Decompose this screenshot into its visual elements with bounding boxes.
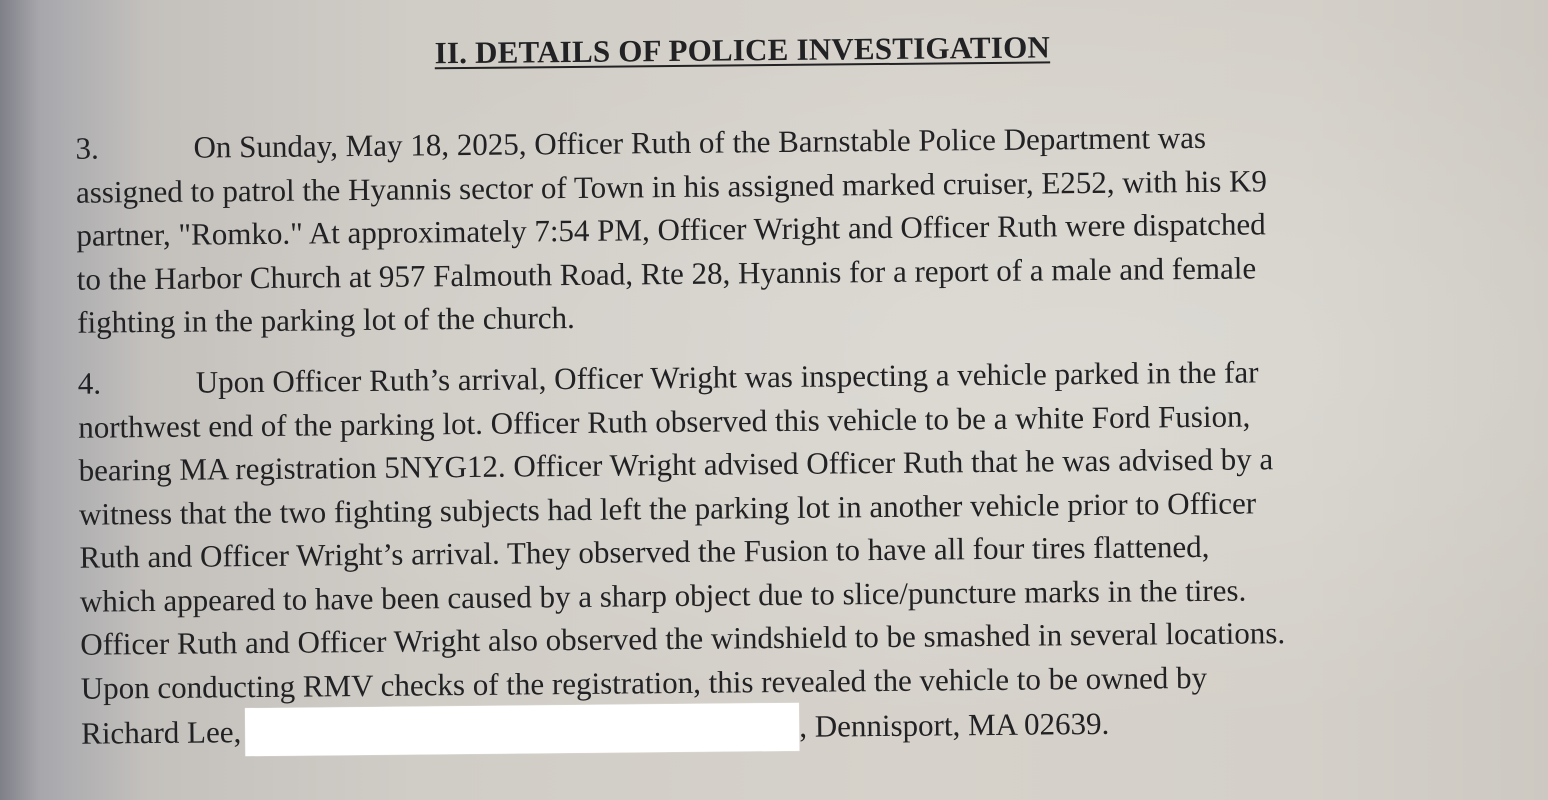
paragraph-line: Officer Ruth and Officer Wright also observed the windshield to be smashed in several locations. bbox=[80, 615, 1286, 662]
paragraph-line: Upon conducting RMV checks of the registration, this revealed the vehicle to be owned by bbox=[80, 659, 1208, 706]
owner-location: , Dennisport, MA 02639. bbox=[799, 705, 1110, 744]
paragraph-line: fighting in the parking lot of the church. bbox=[77, 299, 575, 340]
paragraph-3 bbox=[75, 113, 1497, 344]
paragraph-line: to the Harbor Church at 957 Falmouth Road, Rte 28, Hyannis for a report of a male and female bbox=[76, 249, 1257, 297]
paragraph-line: partner, "Romko." At approximately 7:54 PM, Officer Wright and Officer Ruth were dispatched bbox=[76, 206, 1266, 253]
section-heading: II. DETAILS OF POLICE INVESTIGATION bbox=[434, 29, 1051, 71]
redaction-box bbox=[245, 703, 799, 756]
paragraph-line: 4. Upon Officer Ruth’s arrival, Officer Wright was inspecting a vehicle parked in the far bbox=[78, 348, 1498, 405]
paragraph-line: bearing MA registration 5NYG12. Officer Wright advised Officer Ruth that he was advised by a bbox=[78, 441, 1274, 488]
paragraph-4 bbox=[78, 348, 1502, 758]
paragraph-line: assigned to patrol the Hyannis sector of Town in his assigned marked cruiser, E252, with his K9 bbox=[75, 162, 1268, 210]
owner-name: Richard Lee, bbox=[80, 714, 242, 751]
paragraph-line: northwest end of the parking lot. Officer Ruth observed this vehicle to be a white Ford Fusion, bbox=[78, 397, 1251, 445]
paragraph-line: Ruth and Officer Wright’s arrival. They observed the Fusion to have all four tires flattened, bbox=[79, 528, 1210, 575]
paragraph-number: 4. bbox=[77, 365, 102, 401]
paragraph-line: 3. On Sunday, May 18, 2025, Officer Ruth of the Barnstable Police Department was bbox=[75, 113, 1495, 170]
paragraph-number: 3. bbox=[75, 130, 99, 166]
paragraph-line: which appeared to have been caused by a sharp object due to slice/puncture marks in the tires. bbox=[79, 572, 1247, 619]
paragraph-line: witness that the two fighting subjects had left the parking lot in another vehicle prior to Officer bbox=[78, 484, 1257, 532]
